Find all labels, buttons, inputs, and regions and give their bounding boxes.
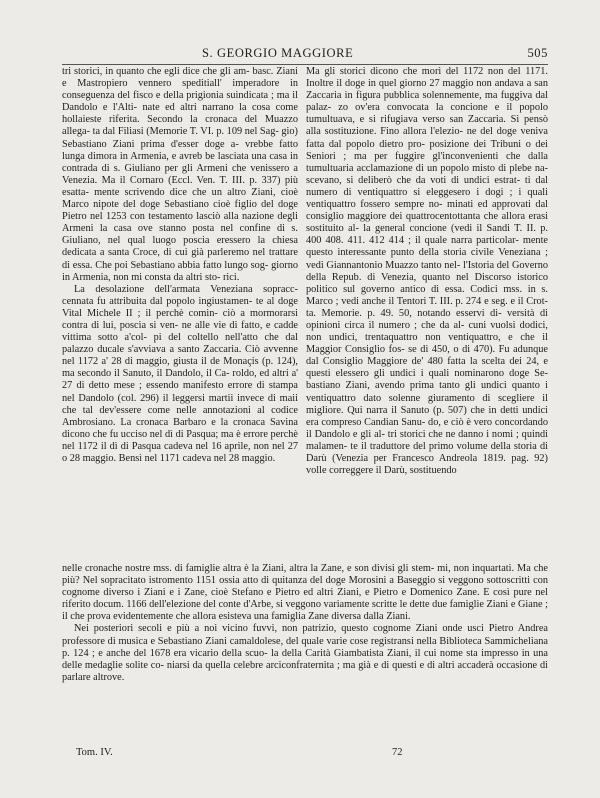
running-header: [62, 46, 548, 62]
paragraph: La desolazione dell'armata Veneziana sopracc- cennata fu attribuita dal popolo ingiustamen- te al doge Vital Michele II ; il perchè comin- ciò a mormorarsi contra di lui, poscia si ven- ne alle vie di fatto, e cadde vittima sotto a'col- pi del coltello nell'atto che dal palazzo ducale s'avviava a santo Zaccaria. Ciò avvenne nel 1172 a' 28 di maggio, giusta il de Monaçis (p. 124), ma secondo il Sanuto, il Dandolo, il Ca- roldo, ed altri a' 27 di detto mese ; essendo manifesto errore di stampa nel Dandolo (col. 296) il leggersi martii invece di maii che tal dev'essere come nelle annotazioni al codice Ambrosiano. La cronaca Barbaro e la cronaca Savina dicono che fu ucciso nel dì di Pasqua; ma è errore perchè nel 1172 il dì di Pasqua cadeva nel 16 aprile, non nel 27 o 28 maggio. Bensì nel 1171 cadeva nel 28 maggio.: [62, 283, 298, 464]
right-column: [306, 66, 548, 477]
left-column: [62, 66, 298, 465]
paragraph: tri storici, in quanto che egli dice che gli am- basc. Ziani e Mastropiero vennero speditiall' imperadore in conseguenza del fisco e della prigionia suindicata ; ma il Dandolo e l'Alti- nate ed altri narrano la cosa come hollaieste riferita. Secondo la cronaca del Muazzo allega- ta dal Filiasi (Memorie T. VI. p. 109 nel Sag- gio) Sebastiano Ziani prima d'esser doge a- vrebbe fatto lunga dimora in Armenia, e avreb be lasciata una casa in contrada di s. Giuliano per gli Armeni che venissero a Venezia. Ma il Cornaro (Eccl. Ven. T. III. p. 337) più esatta- mente scrivendo dice che un altro Ziani, cioè Marco nipote del doge Sebastiano cioè figlio del doge Pietro nel 1253 con testamento lasciò alla nazione degli Armeni la casa ove stanno posta nel confine di s. Giuliano, nel qual luogo poscia eressero la chiesa dedicata a santa Croce, di cui già parleremo nel trattare di essa. Che poi Sebastiano abbia fatto lungo sog- giorno in Armenia, non mi consta da altri sto- rici.: [62, 66, 298, 283]
paragraph: Ma gli storici dicono che morì del 1172 non del 1171. Inoltre il doge in quel giorno 27 maggio non andava a san Zaccaria in figura pubblica solennemente, ma fuggiva dal palaz- zo ov'era convocata la concione e il popolo tumultuava, e si rifugiava verso san Zaccaria. Si pensò alla sostituzione. Fino allora l'elezio- ne del doge veniva fatta dal popolo dietro pro- posizione dei Tribuni o dei Seniori ; ma per fuggire gl'inconvenienti che dalla tumultuaria acclamazione di un popolo misto di plebe na- scevano, si deliberò che da voti di undici estrat- ti dal numero di ventiquattro si eleggesero i dogi ; i quali ventiquattro fossero sempre no- minati ed approvati dal consiglio maggiore dei quattrocentottanta che allora erasi sostituito al- la general concione (vedi il Sandi T. II. p. 400 408. 411. 412 414 ; il quale narra particolar- mente questo interessante punto della storia civile Veneziana ; vedi Giannantonio Muazzo tanto nel- l'Istoria del Governo della Repub. di Venezia, quanto nel Discorso istorico politico sul governo antico di essa. Codici mss. in s. Marco ; vedi anche il Tentori T. III. p. 274 e seg. e il Crot- ta. Memorie. p. 49. 50, notando esservi di- versità di opinioni circa il numero ; che da al- cuni vuolsi dodici, non undici, trentaquattro non ventiquattro, e che il Maggior Consiglio fos- se di 450, o di 470). Fu adunque dal Consiglio Maggiore de' 480 fatta la scelta dei 24, e questi elessero gli undici i quali nominarono doge Se- bastiano Ziani, avendo prima tanto gli undici quanto i ventiquattro dato solenne giuramento di scegliere il migliore. Qui narra il Sanuto (p. 507) che in detti undici era compreso Candian Sanu- do, e ciò è vero concordando il Dandolo e gli al- tri storici che ne danno i nomi ; quindi malamen- te il traduttore del primo volume della storia di Darù (Venezia per Francesco Andreola 1819. pag. 92) volle correggere il Darù, sostituendo: [306, 66, 548, 477]
paragraph: Nei posteriori secoli e più a noi vicino fuvvi, non patrizio, questo cognome Ziani onde usci Pietro Andrea professore di musica e Sebastiano Ziani camaldolese, del quale varie cose registransi nella Biblioteca Sammicheliana p. 124 ; e anche del 1678 era vicario della scuo- la della Carità Giambatista Ziani, il cui nome sta impresso in una delle medaglie solite co- niarsi da quella celebre arciconfraternita ; ma già e di questi e di altri accaderà occasione di parlare altrove.: [62, 623, 548, 683]
page-number: 505: [527, 46, 548, 60]
volume-label: Tom. IV.: [76, 747, 113, 758]
paragraph: nelle cronache nostre mss. di famiglie altra è la Ziani, altra la Zane, e son divisi gli stem- mi, non inquartati. Ma che più? Nel sopracitato istromento 1151 ossia atto di quitanza del doge Morosini a Baseggio si veggono sottoscritti con cognome diverso i Ziani e i Zane, cioè Stefano e Pietro ed altri Ziani, e Pietro e Domenico Zane. E così pure nel riferito docum. 1166 dell'elezione del conte d'Arbe, si veggono variamente scritte le dette due famiglie Ziani e Giane ; il che prova evidentemente che allora esisteva una famiglia Zane diversa dalla Ziani.: [62, 563, 548, 623]
running-title: S. GEORGIO MAGGIORE: [202, 46, 354, 60]
page-footer: [62, 747, 548, 761]
header-rule: [62, 64, 548, 65]
full-width-text: [62, 563, 548, 684]
signature-mark: 72: [392, 747, 403, 758]
